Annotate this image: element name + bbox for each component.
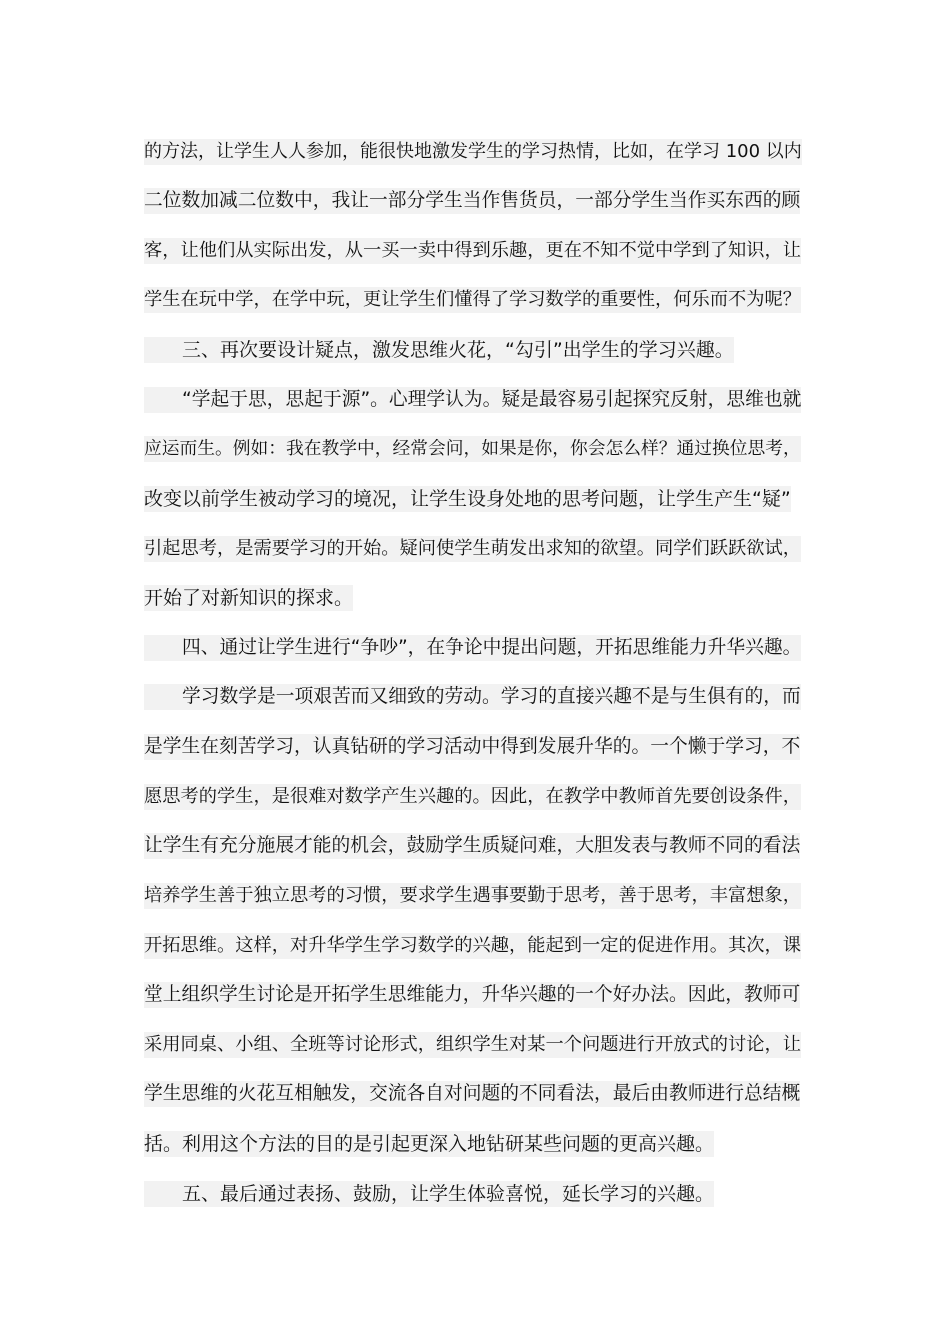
- text-line: 的方法，让学生人人参加，能很快地激发学生的学习热情，比如，在学习 100 以内: [144, 139, 802, 165]
- text-line: 客，让他们从实际出发，从一买一卖中得到乐趣，更在不知不觉中学到了知识，让: [144, 238, 801, 264]
- text-line: 堂上组织学生讨论是开拓学生思维能力，升华兴趣的一个好办法。因此，教师可: [144, 982, 800, 1008]
- text-line: 应运而生。例如：我在教学中，经常会问，如果是你，你会怎么样？通过换位思考，: [144, 436, 801, 462]
- section-heading: 五、最后通过表扬、鼓励，让学生体验喜悦，延长学习的兴趣。: [144, 1181, 714, 1207]
- text-line: 二位数加减二位数中，我让一部分学生当作售货员，一部分学生当作买东西的顾: [144, 188, 800, 214]
- text-line: 括。利用这个方法的目的是引起更深入地钻研某些问题的更高兴趣。: [144, 1133, 715, 1155]
- text-line: 开始了对新知识的探求。: [144, 587, 354, 609]
- text-line: 改变以前学生被动学习的境况，让学生设身处地的思考问题，让学生产生“疑”: [144, 488, 791, 510]
- text-line: 愿思考的学生，是很难对数学产生兴趣的。因此，在教学中教师首先要创设条件，: [144, 784, 801, 810]
- section-heading: 三、再次要设计疑点，激发思维火花，“勾引”出学生的学习兴趣。: [144, 337, 734, 363]
- text-line: “学起于思，思起于源”。心理学认为。疑是最容易引起探究反射，思维也就: [144, 387, 801, 413]
- text-line: 培养学生善于独立思考的习惯，要求学生遇事要勤于思考，善于思考，丰富想象，: [144, 883, 801, 909]
- text-line: 引起思考，是需要学习的开始。疑问使学生萌发出求知的欲望。同学们跃跃欲试，: [144, 536, 801, 562]
- text-line: 开拓思维。这样，对升华学生学习数学的兴趣，能起到一定的促进作用。其次，课: [144, 933, 801, 959]
- text-line: 学生在玩中学，在学中玩，更让学生们懂得了学习数学的重要性，何乐而不为呢？: [144, 287, 801, 313]
- section-heading: 四、通过让学生进行“争吵”，在争论中提出问题，开拓思维能力升华兴趣。: [144, 635, 801, 661]
- text-line: 学习数学是一项艰苦而又细致的劳动。学习的直接兴趣不是与生俱有的，而: [144, 684, 801, 710]
- text-line: 是学生在刻苦学习，认真钻研的学习活动中得到发展升华的。一个懒于学习，不: [144, 734, 800, 760]
- text-line: 采用同桌、小组、全班等讨论形式，组织学生对某一个问题进行开放式的讨论，让: [144, 1032, 801, 1058]
- text-line: 学生思维的火花互相触发，交流各自对问题的不同看法，最后由教师进行总结概: [144, 1081, 800, 1107]
- text-line: 让学生有充分施展才能的机会，鼓励学生质疑问难，大胆发表与教师不同的看法: [144, 833, 800, 859]
